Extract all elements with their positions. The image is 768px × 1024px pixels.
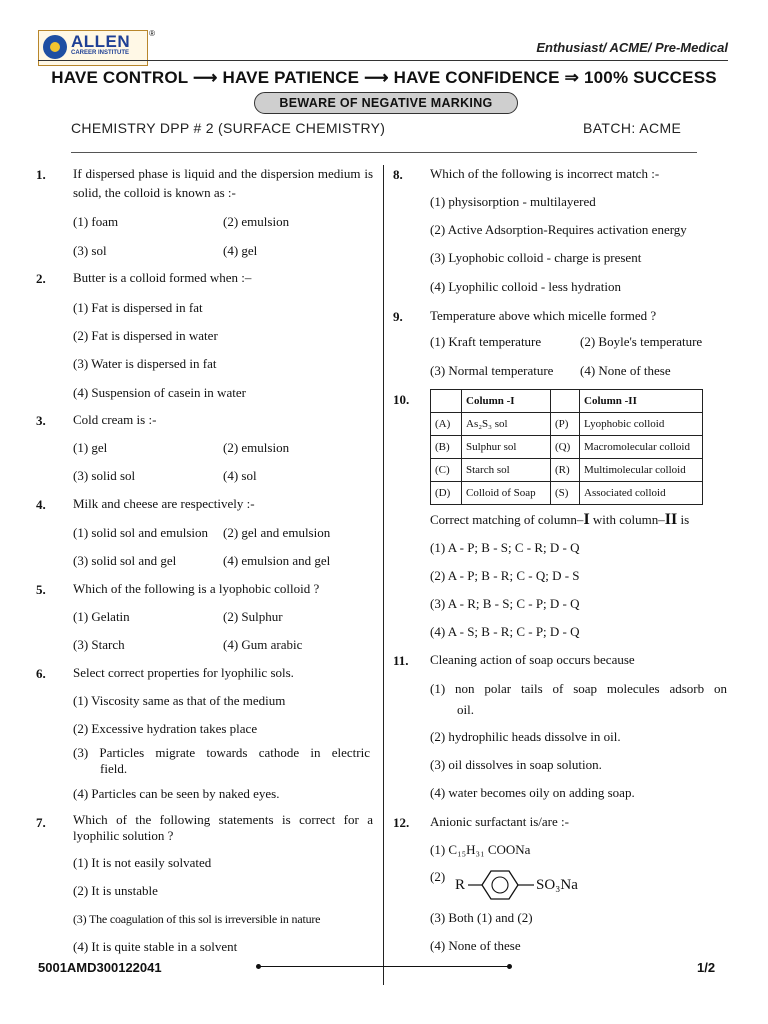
option: (2) It is unstable <box>73 883 158 898</box>
option: (4) water becomes oily on adding soap. <box>430 785 635 800</box>
option: (3) solid sol and gel <box>73 553 177 568</box>
option: (1) physisorption - multilayered <box>430 194 596 209</box>
column-roman-i: I <box>583 511 590 528</box>
title-rule <box>71 152 697 153</box>
footer-rule <box>258 966 510 967</box>
option: (1) Fat is dispersed in fat <box>73 300 203 315</box>
option: (3) Lyophobic colloid - charge is present <box>430 250 642 265</box>
question-text: Cleaning action of soap occurs because <box>430 652 635 667</box>
text-segment: Correct matching of column– <box>430 512 584 527</box>
table-row <box>431 482 703 505</box>
question-number: 4. <box>36 497 46 512</box>
question-text: Cold cream is :- <box>73 412 157 427</box>
option: (3) Water is dispersed in fat <box>73 356 217 371</box>
logo-emblem-icon <box>43 35 67 59</box>
question-number: 6. <box>36 666 46 681</box>
option: (1) It is not easily solvated <box>73 855 212 870</box>
question-text-continued: lyophilic solution ? <box>73 828 174 843</box>
table-cell: Sulphur sol <box>462 436 551 459</box>
option: (2) hydrophilic heads dissolve in oil. <box>430 729 621 744</box>
question-number: 3. <box>36 413 46 428</box>
option: (4) None of these <box>580 363 671 378</box>
question-number: 11. <box>393 653 409 668</box>
table-cell: (S) <box>551 482 580 505</box>
table-header-row <box>431 390 703 413</box>
column-header: Column -I <box>462 390 551 413</box>
table-cell: (D) <box>431 482 462 505</box>
option: (4) emulsion and gel <box>223 553 331 568</box>
table-cell: (A) <box>431 413 462 436</box>
warning-banner: BEWARE OF NEGATIVE MARKING <box>254 92 518 114</box>
option-continued: field. <box>100 761 128 776</box>
option: (1) Kraft temperature <box>430 334 542 349</box>
program-label: Enthusiast/ ACME/ Pre-Medical <box>536 40 728 55</box>
option: (1) Viscosity same as that of the medium <box>73 693 286 708</box>
footer-dot-icon <box>507 964 512 969</box>
option: (3) Particles migrate towards cathode in electric <box>73 745 370 760</box>
option: (3) sol <box>73 243 107 258</box>
option: (2) Sulphur <box>223 609 283 624</box>
table-cell: Colloid of Soap <box>462 482 551 505</box>
table-row <box>431 459 703 482</box>
option: (3) Normal temperature <box>430 363 554 378</box>
option: (4) It is quite stable in a solvent <box>73 939 238 954</box>
structure-sulfonate-group: SO₃Na <box>536 877 578 893</box>
text-segment: with column– <box>589 512 665 527</box>
table-cell: (C) <box>431 459 462 482</box>
option: (3) Starch <box>73 637 125 652</box>
option: (2) A - P; B - R; C - Q; D - S <box>430 568 580 583</box>
table-cell: As₂S₃ sol <box>462 413 551 436</box>
option-continued: oil. <box>457 702 474 717</box>
option: (2) gel and emulsion <box>223 525 331 540</box>
option: (2) Fat is dispersed in water <box>73 328 218 343</box>
footer-dot-icon <box>256 964 261 969</box>
question-text: Anionic surfactant is/are :- <box>430 814 569 829</box>
logo-registered-mark: ® <box>149 29 155 38</box>
page-title: CHEMISTRY DPP # 2 (SURFACE CHEMISTRY) <box>71 120 386 136</box>
table-row <box>431 413 703 436</box>
question-text: Which of the following statements is correct for a <box>73 812 373 827</box>
option: (1) Gelatin <box>73 609 130 624</box>
question-text: Which of the following is a lyophobic colloid ? <box>73 581 320 596</box>
option: (1) non polar tails of soap molecules adsorb on <box>430 681 727 696</box>
text-segment: is <box>677 512 690 527</box>
table-cell: Macromolecular colloid <box>580 436 703 459</box>
logo-subtitle: CAREER INSTITUTE <box>71 50 130 56</box>
match-table <box>430 389 703 505</box>
table-cell: (P) <box>551 413 580 436</box>
option: (4) gel <box>223 243 258 258</box>
question-number: 12. <box>393 815 410 830</box>
option: (1) C₁₅H₃₁ COONa <box>430 842 531 857</box>
column-header: Column -II <box>580 390 703 413</box>
question-text: Butter is a colloid formed when :– <box>73 270 252 285</box>
batch-label: BATCH: ACME <box>583 120 682 136</box>
question-number: 10. <box>393 392 410 407</box>
benzene-ring-icon <box>468 868 534 902</box>
option: (2) Boyle's temperature <box>580 334 703 349</box>
question-text <box>430 512 689 528</box>
page-number: 1/2 <box>697 960 716 975</box>
logo-name: ALLEN <box>71 32 131 51</box>
question-number: 5. <box>36 582 46 597</box>
option: (4) Suspension of casein in water <box>73 385 246 400</box>
question-text: If dispersed phase is liquid and the dispersion medium is solid, the colloid is known as :- <box>73 166 373 200</box>
table-cell: (R) <box>551 459 580 482</box>
option: (4) A - S; B - R; C - P; D - Q <box>430 624 580 639</box>
option: (2) Excessive hydration takes place <box>73 721 258 736</box>
option: (1) A - P; B - S; C - R; D - Q <box>430 540 580 555</box>
slogan: HAVE CONTROL ⟶ HAVE PATIENCE ⟶ HAVE CONFIDENCE ⇒ 100% SUCCESS <box>51 68 717 87</box>
question-text: Temperature above which micelle formed ? <box>430 308 657 323</box>
table-cell: Multimolecular colloid <box>580 459 703 482</box>
option: (2) emulsion <box>223 440 290 455</box>
header-rule <box>38 60 728 61</box>
option: (4) Lyophilic colloid - less hydration <box>430 279 621 294</box>
option: (3) A - R; B - S; C - P; D - Q <box>430 596 580 611</box>
question-number: 9. <box>393 309 403 324</box>
question-number: 8. <box>393 167 403 182</box>
option: (4) Particles can be seen by naked eyes. <box>73 786 280 801</box>
option: (2) Active Adsorption-Requires activation energy <box>430 222 687 237</box>
option: (3) Both (1) and (2) <box>430 910 533 925</box>
document-code: 5001AMD300122041 <box>38 960 162 975</box>
option: (2) <box>430 869 446 884</box>
option: (4) sol <box>223 468 257 483</box>
column-roman-ii: II <box>664 511 678 528</box>
question-text: Milk and cheese are respectively :- <box>73 496 255 511</box>
option: (1) foam <box>73 214 119 229</box>
table-cell: Lyophobic colloid <box>580 413 703 436</box>
table-cell: (B) <box>431 436 462 459</box>
option: (3) oil dissolves in soap solution. <box>430 757 602 772</box>
table-cell: Associated colloid <box>580 482 703 505</box>
option: (3) solid sol <box>73 468 136 483</box>
option: (1) gel <box>73 440 108 455</box>
structure-r-group: R <box>455 877 466 893</box>
option: (4) None of these <box>430 938 521 953</box>
question-text: Which of the following is incorrect match :- <box>430 166 660 181</box>
table-cell: Starch sol <box>462 459 551 482</box>
table-cell: (Q) <box>551 436 580 459</box>
option: (2) emulsion <box>223 214 290 229</box>
option: (4) Gum arabic <box>223 637 303 652</box>
question-number: 2. <box>36 271 46 286</box>
question-number: 7. <box>36 815 46 830</box>
option: (1) solid sol and emulsion <box>73 525 209 540</box>
table-row <box>431 436 703 459</box>
question-number: 1. <box>36 167 46 182</box>
column-divider <box>383 165 384 985</box>
question-text: Select correct properties for lyophilic sols. <box>73 665 294 680</box>
option: (3) The coagulation of this sol is irreversible in nature <box>73 912 321 926</box>
